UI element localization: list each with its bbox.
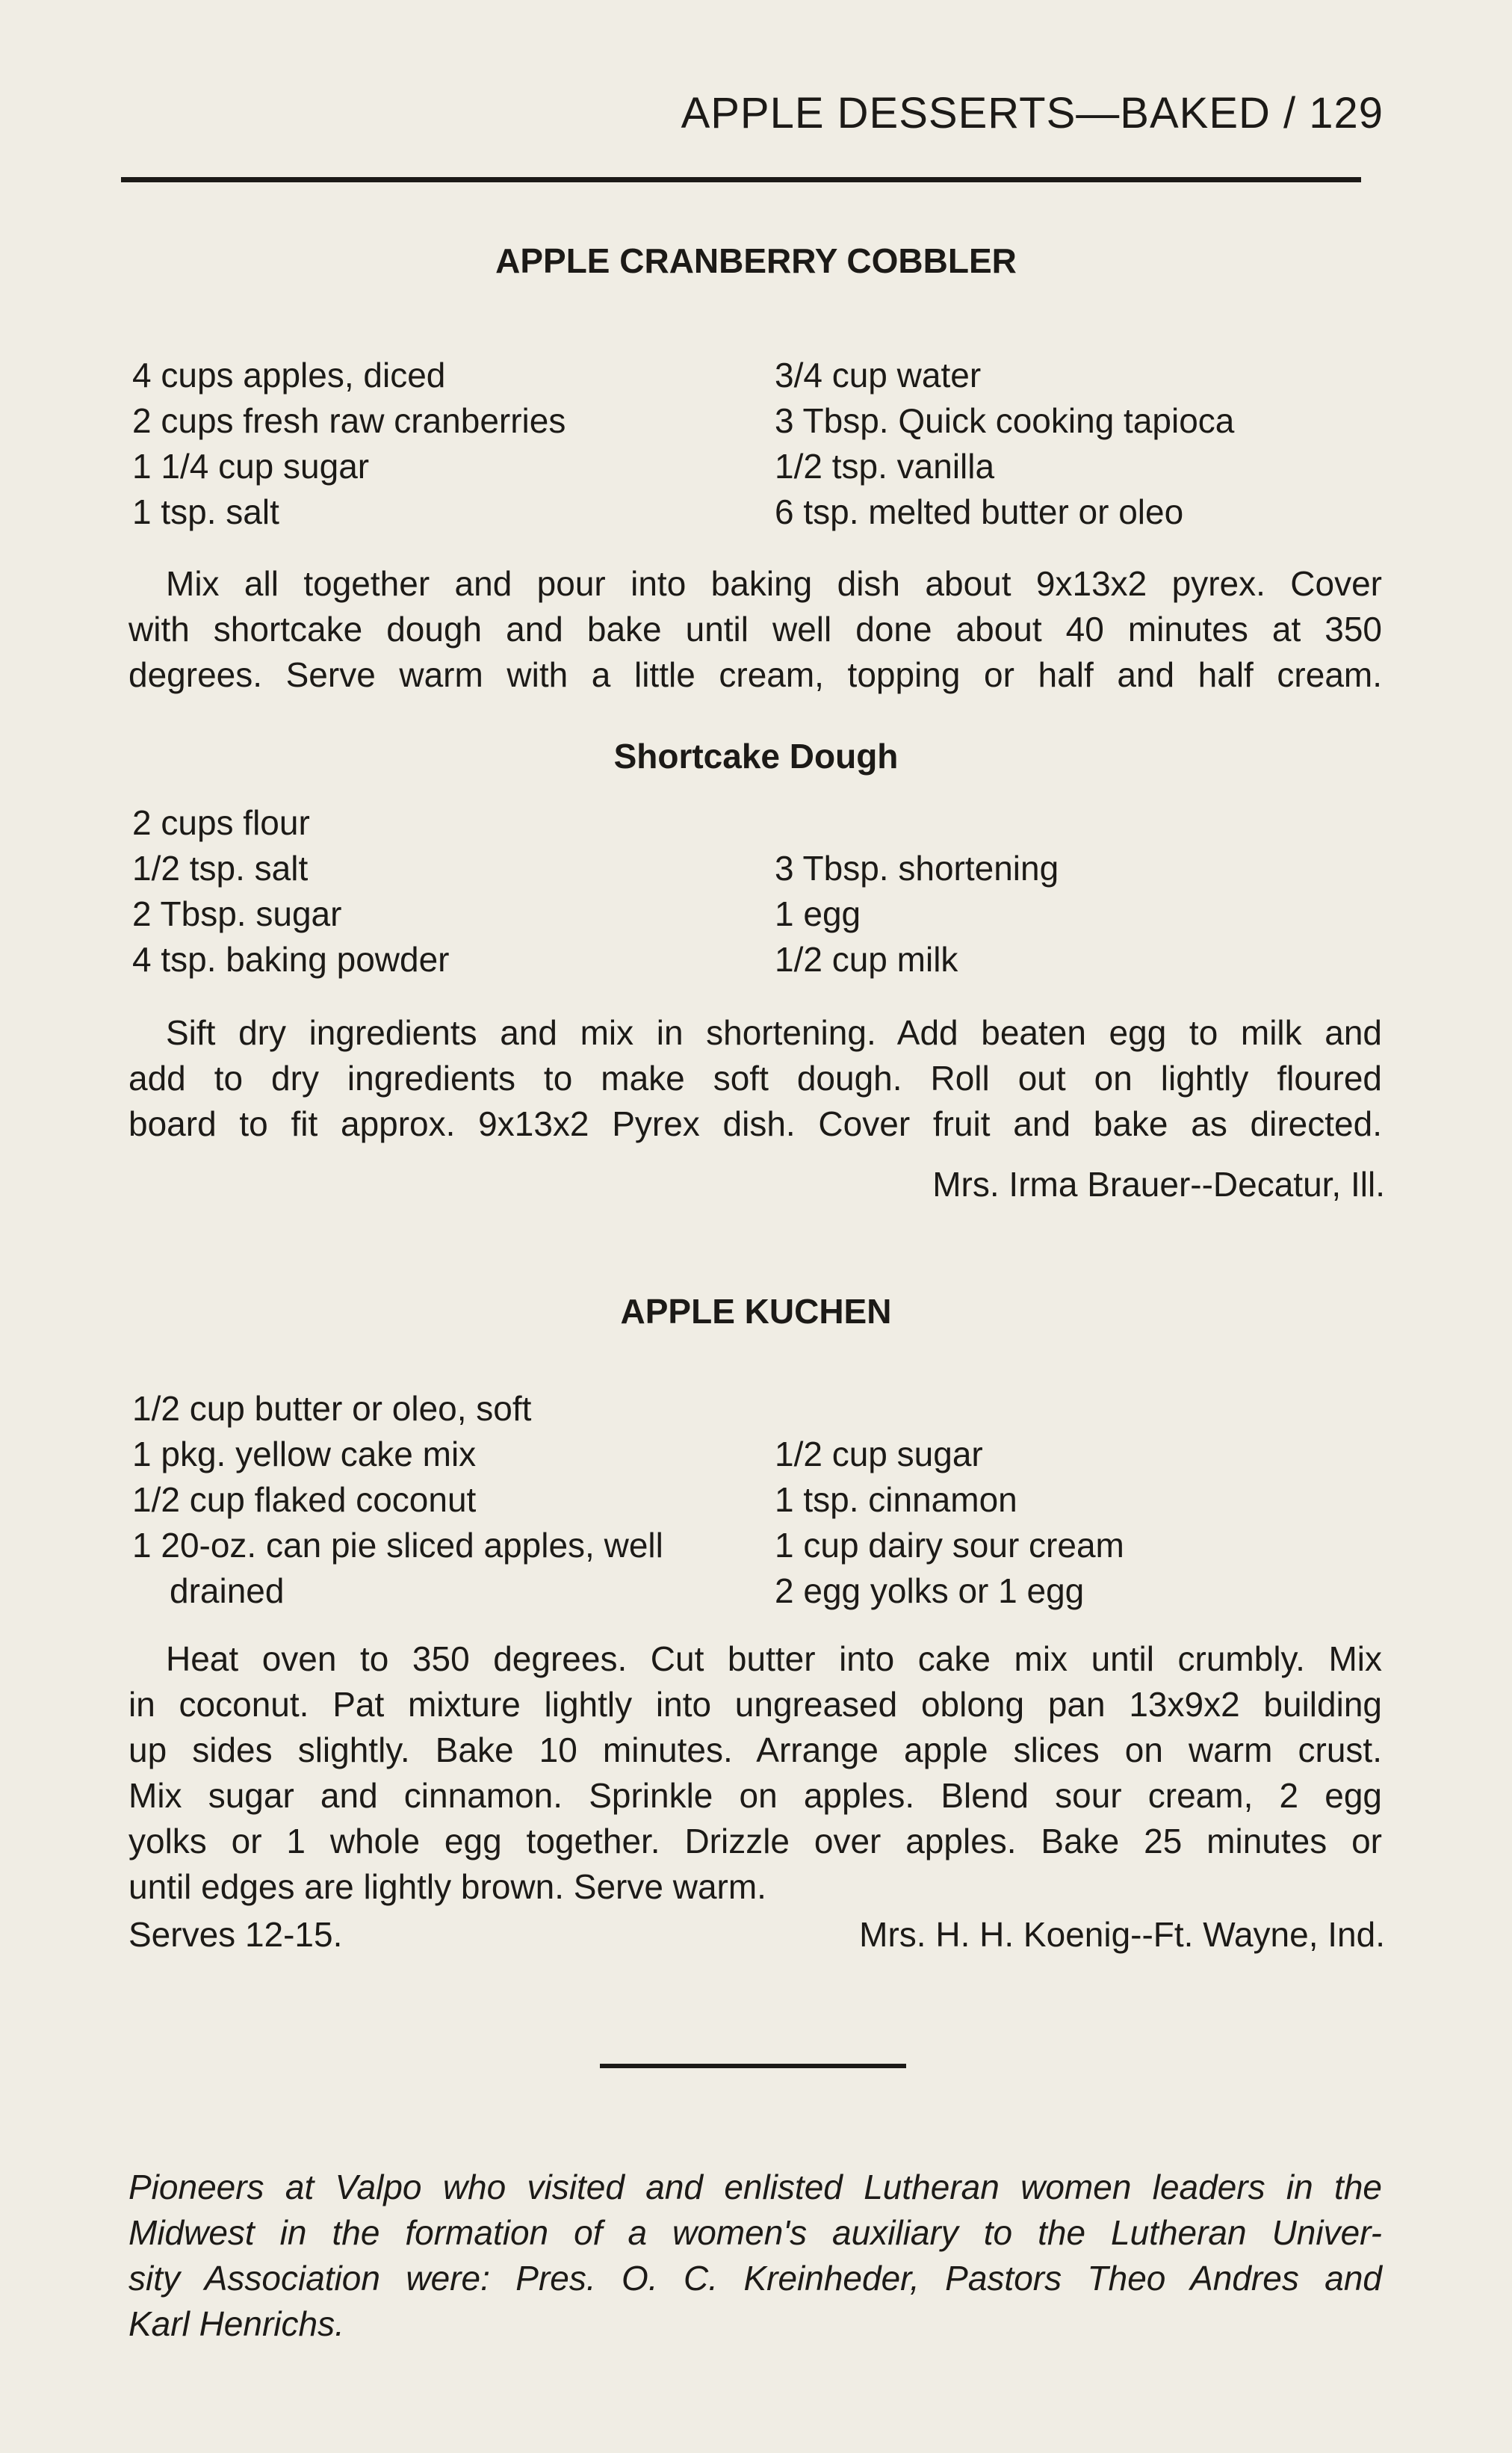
contributor-signature: Mrs. Irma Brauer--Decatur, Ill. (932, 1165, 1385, 1204)
directions-line: until edges are lightly brown. Serve warm. (128, 1867, 766, 1906)
ingredient: 2 cups flour (132, 803, 310, 842)
ingredient: 1 cup dairy sour cream (775, 1526, 1124, 1565)
directions-line: Heat oven to 350 degrees. Cut butter into cake mix until crumbly. Mix (166, 1639, 1382, 1678)
ingredient: 1/2 tsp. salt (132, 849, 309, 888)
ingredient: 3/4 cup water (775, 356, 982, 395)
kuchen-directions (128, 1636, 1382, 1910)
ingredient: 1/2 cup sugar (775, 1435, 983, 1473)
recipe-title-shortcake: Shortcake Dough (613, 737, 899, 776)
ingredient: 1/2 tsp. vanilla (775, 447, 995, 486)
ingredient: 1 pkg. yellow cake mix (132, 1435, 477, 1473)
footnote-line: sity Association were: Pres. O. C. Kreinheder, Pastors Theo Andres and (128, 2259, 1382, 2298)
ingredient: 1 20-oz. can pie sliced apples, well (132, 1526, 663, 1565)
cobbler-ingredients-right (775, 353, 1234, 535)
directions-line: up sides slightly. Bake 10 minutes. Arrange apple slices on warm crust. (128, 1730, 1382, 1769)
ingredient: 1 egg (775, 894, 861, 933)
ingredient: 6 tsp. melted butter or oleo (775, 492, 1184, 531)
shortcake-ingredients-left (132, 800, 450, 983)
directions-line: with shortcake dough and bake until well done about 40 minutes at 350 (128, 610, 1382, 649)
shortcake-directions (128, 1010, 1382, 1147)
directions-line: Sift dry ingredients and mix in shortening. Add beaten egg to milk and (166, 1013, 1382, 1052)
ingredient: 4 tsp. baking powder (132, 940, 450, 979)
recipe-title-cobbler: APPLE CRANBERRY COBBLER (495, 241, 1017, 280)
ingredient: 4 cups apples, diced (132, 356, 446, 395)
directions-line: in coconut. Pat mixture lightly into ungreased oblong pan 13x9x2 building (128, 1685, 1382, 1724)
ingredient: 1/2 cup flaked coconut (132, 1480, 477, 1519)
ingredient: 3 Tbsp. Quick cooking tapioca (775, 401, 1235, 440)
header-rule (121, 177, 1361, 182)
ingredient: 2 Tbsp. sugar (132, 894, 342, 933)
ingredient: 3 Tbsp. shortening (775, 849, 1059, 888)
cobbler-ingredients-left (132, 353, 566, 535)
section-divider (600, 2064, 906, 2068)
shortcake-ingredients-right (775, 846, 1059, 983)
kuchen-ingredients-right (775, 1432, 1124, 1614)
historical-footnote (128, 2165, 1382, 2347)
ingredient: 1/2 cup milk (775, 940, 958, 979)
footnote-line: Pioneers at Valpo who visited and enlisted Lutheran women leaders in the (128, 2168, 1382, 2206)
kuchen-ingredients-left (132, 1386, 663, 1614)
ingredient: 1 tsp. salt (132, 492, 279, 531)
footnote-line: Midwest in the formation of a women's auxiliary to the Lutheran Univer- (128, 2213, 1382, 2252)
ingredient: 2 egg yolks or 1 egg (775, 1571, 1085, 1610)
ingredient: 2 cups fresh raw cranberries (132, 401, 566, 440)
ingredient: 1 1/4 cup sugar (132, 447, 370, 486)
cobbler-directions (128, 561, 1382, 698)
directions-line: yolks or 1 whole egg together. Drizzle over apples. Bake 25 minutes or (128, 1822, 1382, 1860)
directions-line: Mix all together and pour into baking dish about 9x13x2 pyrex. Cover (166, 564, 1382, 603)
running-head: APPLE DESSERTS—BAKED / 129 (681, 89, 1384, 137)
ingredient: 1/2 cup butter or oleo, soft (132, 1389, 532, 1428)
ingredient: 1 tsp. cinnamon (775, 1480, 1017, 1519)
directions-line: degrees. Serve warm with a little cream, topping or half and half cream. (128, 655, 1382, 694)
servings: Serves 12-15. (128, 1915, 343, 1954)
footnote-line: Karl Henrichs. (128, 2304, 344, 2343)
directions-line: board to fit approx. 9x13x2 Pyrex dish. Cover fruit and bake as directed. (128, 1104, 1382, 1143)
directions-line: Mix sugar and cinnamon. Sprinkle on apples. Blend sour cream, 2 egg (128, 1776, 1382, 1815)
recipe-title-kuchen: APPLE KUCHEN (620, 1292, 892, 1331)
contributor-signature: Mrs. H. H. Koenig--Ft. Wayne, Ind. (859, 1915, 1385, 1954)
directions-line: add to dry ingredients to make soft dough. Roll out on lightly floured (128, 1059, 1382, 1098)
ingredient: drained (170, 1571, 285, 1610)
